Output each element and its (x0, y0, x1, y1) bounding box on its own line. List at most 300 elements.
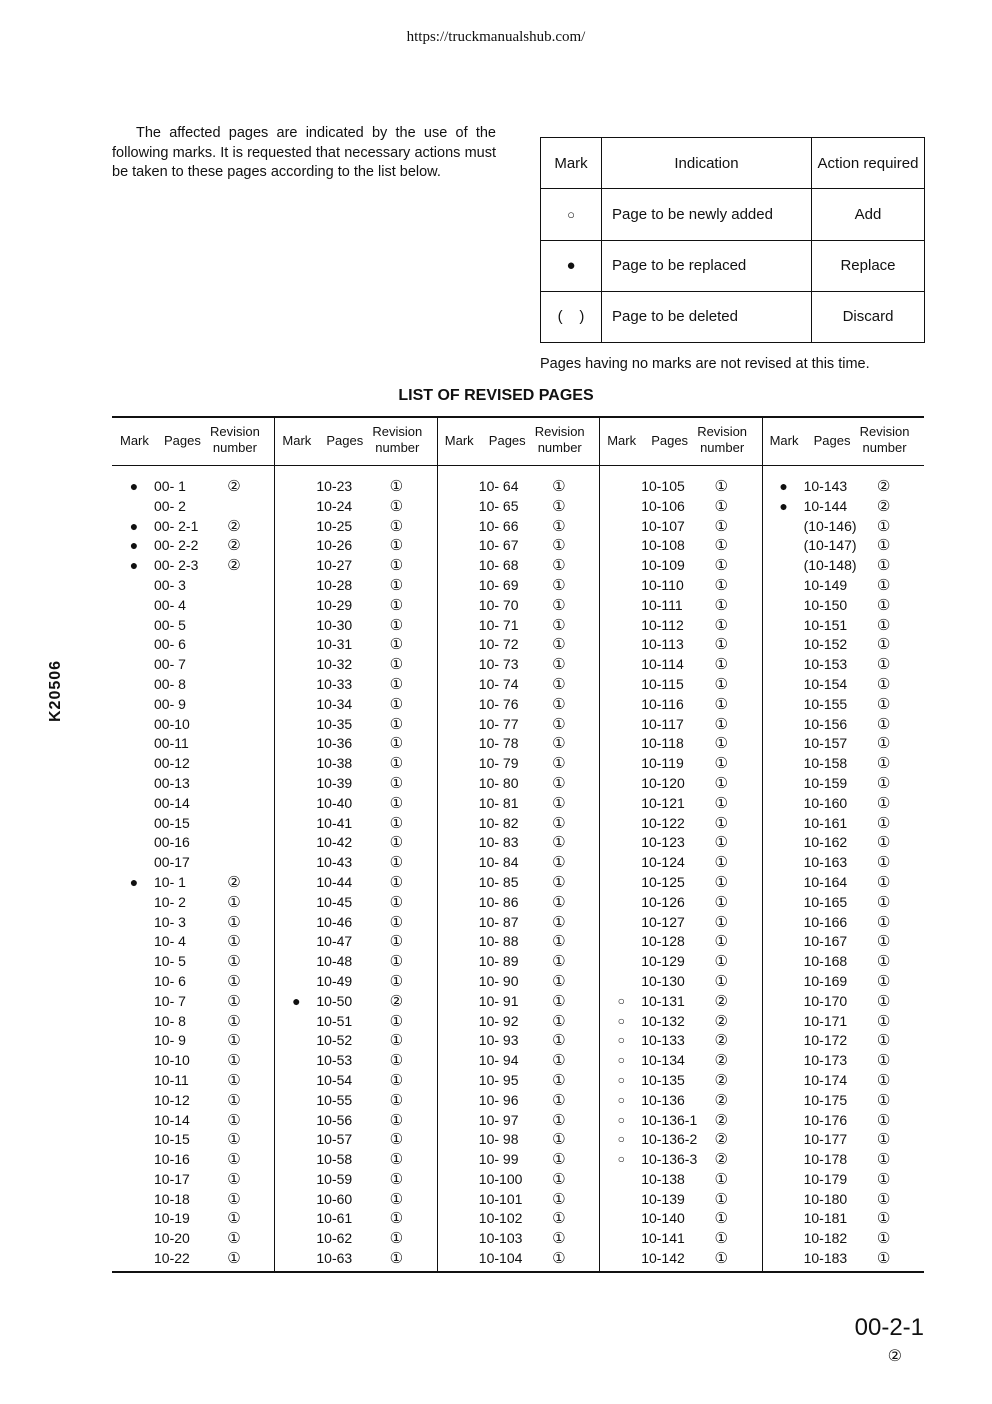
table-row (599, 576, 761, 596)
row-mark: ○ (617, 1112, 625, 1127)
table-row (599, 1111, 761, 1131)
row-page: 10- 5 (154, 953, 186, 970)
table-row (112, 873, 274, 893)
table-row (274, 1130, 436, 1150)
table-row (762, 675, 924, 695)
table-row (762, 1209, 924, 1229)
row-revision: ① (876, 1151, 891, 1169)
row-revision: ① (876, 715, 891, 733)
row-page: 00- 2-1 (154, 517, 199, 534)
row-page: 10- 6 (154, 972, 186, 989)
table-row (437, 992, 599, 1012)
row-revision: ① (876, 576, 891, 594)
row-mark: ○ (617, 993, 625, 1008)
row-page: 10-183 (803, 1250, 848, 1267)
header-url[interactable]: https://truckmanualshub.com/ (406, 29, 586, 45)
table-row (274, 754, 436, 774)
row-page: 10-170 (803, 992, 848, 1009)
row-page: 10-174 (803, 1071, 848, 1088)
table-row (437, 635, 599, 655)
row-revision: ① (389, 576, 404, 594)
row-page: 10-140 (641, 1210, 685, 1227)
row-page: 10- 1 (154, 873, 186, 890)
row-page: 10-172 (803, 1032, 848, 1049)
row-page: 10-32 (316, 656, 353, 673)
row-page: 10-142 (641, 1250, 685, 1267)
row-mark: ● (129, 517, 139, 534)
row-page: 10-135 (641, 1071, 685, 1088)
table-row (274, 992, 436, 1012)
row-revision: ① (552, 557, 566, 575)
table-row (599, 873, 761, 893)
row-revision: ① (876, 1230, 891, 1248)
row-page: 10-151 (803, 616, 848, 633)
row-revision: ① (876, 656, 891, 674)
row-revision: ① (389, 1190, 404, 1208)
table-row (762, 1170, 924, 1190)
table-header-cell (274, 418, 436, 465)
legend-table (540, 137, 925, 343)
row-revision: ① (389, 497, 404, 515)
row-revision: ① (714, 715, 728, 733)
header-mark: Mark (120, 433, 149, 448)
table-row (112, 497, 274, 517)
row-page: 10-58 (316, 1151, 353, 1168)
row-page: 10-144 (803, 497, 848, 514)
row-mark: ○ (617, 1053, 625, 1068)
row-revision: ① (714, 1230, 728, 1248)
header-pages: Pages (326, 433, 364, 448)
table-row (112, 992, 274, 1012)
row-page: 10-124 (641, 854, 685, 871)
table-row (762, 754, 924, 774)
table-row (437, 972, 599, 992)
row-page: 10-176 (803, 1111, 848, 1128)
row-revision: ① (227, 933, 241, 951)
row-page: 10-122 (641, 814, 685, 831)
header-pages: Pages (488, 433, 526, 448)
row-page: 10- 89 (478, 953, 519, 970)
table-row (112, 1111, 274, 1131)
legend-row-add (541, 189, 925, 240)
row-page: 10- 95 (478, 1071, 519, 1088)
row-page: 10-111 (641, 596, 683, 613)
legend-header-indication: Indication (602, 138, 812, 189)
header-revision-line1: Revision (697, 424, 748, 439)
table-row (599, 1209, 761, 1229)
row-revision: ① (552, 675, 566, 693)
row-page: 10-125 (641, 873, 685, 890)
row-page: 10-53 (316, 1052, 353, 1069)
table-row (274, 1051, 436, 1071)
row-page: 10-46 (316, 913, 353, 930)
legend-header-row (541, 138, 925, 189)
row-revision: ① (227, 1091, 241, 1109)
table-row (274, 1249, 436, 1269)
table-row (274, 556, 436, 576)
page-column (112, 477, 274, 1269)
row-page: 10- 81 (478, 794, 519, 811)
row-revision: ① (389, 972, 404, 990)
row-revision: ① (552, 478, 566, 495)
row-page: 10- 67 (478, 537, 519, 554)
row-revision: ① (876, 893, 891, 911)
row-revision: ① (876, 1012, 891, 1030)
row-page: 10- 3 (154, 913, 186, 930)
header-revision (210, 424, 260, 456)
table-row (112, 1229, 274, 1249)
table-row (599, 1071, 761, 1091)
table-row (112, 517, 274, 537)
row-revision: ① (552, 1190, 566, 1208)
row-revision: ① (389, 893, 404, 911)
row-revision: ① (552, 1071, 566, 1089)
table-row (437, 1130, 599, 1150)
header-revision-line2: number (862, 440, 907, 455)
table-header-row (112, 418, 924, 466)
row-page: 10-132 (641, 1012, 685, 1029)
row-page: 10-164 (803, 873, 848, 890)
table-row (762, 1229, 924, 1249)
row-revision: ① (389, 834, 404, 852)
table-row (599, 556, 761, 576)
row-revision: ① (227, 1190, 241, 1208)
row-revision: ① (876, 933, 891, 951)
row-page: 10- 99 (478, 1151, 519, 1168)
table-header-cell (762, 418, 924, 465)
row-revision: ① (876, 1170, 891, 1188)
row-revision: ① (389, 774, 404, 792)
table-row (762, 1051, 924, 1071)
row-page: 10-182 (803, 1230, 848, 1247)
table-row (274, 655, 436, 675)
row-page: 10- 70 (478, 596, 519, 613)
row-page: 10-153 (803, 656, 848, 673)
table-row (762, 774, 924, 794)
table-row (112, 616, 274, 636)
row-page: 10-60 (316, 1190, 353, 1207)
row-page: 10-159 (803, 774, 848, 791)
row-page: 10- 9 (154, 1032, 186, 1049)
row-revision: ① (389, 953, 404, 971)
table-row (274, 794, 436, 814)
row-revision: ② (714, 1052, 728, 1070)
row-page: 10-57 (316, 1131, 353, 1148)
row-page: 00- 7 (154, 656, 186, 673)
table-row (437, 814, 599, 834)
row-mark: ● (292, 992, 301, 1009)
row-page: 10-61 (316, 1210, 353, 1227)
header-revision (535, 424, 585, 456)
row-revision: ① (552, 1131, 566, 1149)
row-revision: ① (876, 755, 891, 773)
row-page: 10-121 (641, 794, 685, 811)
page-revision: ② (887, 1348, 902, 1365)
table-row (762, 596, 924, 616)
legend-row-replace (541, 240, 925, 291)
table-row (599, 695, 761, 715)
table-row (274, 1190, 436, 1210)
row-revision: ① (714, 933, 728, 951)
row-page: (10-146) (803, 517, 857, 534)
table-row (112, 814, 274, 834)
table-row (112, 1071, 274, 1091)
row-page: 10-171 (803, 1012, 848, 1029)
row-page: 10-167 (803, 933, 848, 950)
row-page: 10- 76 (478, 695, 519, 712)
row-page: 10-149 (803, 576, 848, 593)
row-page: 10-14 (154, 1111, 190, 1128)
header-revision-line2: number (700, 440, 745, 455)
row-page: 10-177 (803, 1131, 848, 1148)
table-row (437, 873, 599, 893)
row-page: 10-12 (154, 1091, 190, 1108)
row-page: 10-129 (641, 953, 685, 970)
row-revision: ① (389, 1250, 404, 1268)
row-mark: ○ (617, 1033, 625, 1048)
table-row (112, 675, 274, 695)
row-revision: ① (389, 814, 404, 832)
row-page: 10-136-3 (641, 1151, 698, 1168)
row-page: 10- 69 (478, 576, 519, 593)
row-revision: ① (876, 814, 891, 832)
row-page: 10-41 (316, 814, 353, 831)
row-page: 10-169 (803, 972, 848, 989)
row-revision: ① (876, 774, 891, 792)
row-page: 00- 8 (154, 675, 186, 692)
row-revision: ① (876, 1052, 891, 1070)
table-row (274, 1071, 436, 1091)
row-page: 10-103 (478, 1230, 523, 1247)
row-revision: ① (876, 675, 891, 693)
row-page: 10-31 (316, 636, 353, 653)
table-row (762, 1031, 924, 1051)
row-revision: ① (389, 735, 404, 753)
row-page: 10-52 (316, 1032, 353, 1049)
row-revision: ① (389, 1170, 404, 1188)
row-page: 00-13 (154, 774, 190, 791)
row-mark: ○ (617, 1072, 625, 1087)
row-page: 10- 66 (478, 517, 519, 534)
table-row (599, 992, 761, 1012)
table-row (762, 873, 924, 893)
row-mark: ● (129, 478, 139, 494)
row-revision: ① (876, 1111, 891, 1129)
row-revision: ① (389, 1052, 404, 1070)
row-page: 10-104 (478, 1250, 523, 1267)
table-row (274, 517, 436, 537)
row-revision: ① (389, 1151, 404, 1169)
table-row (599, 913, 761, 933)
table-row (599, 833, 761, 853)
row-page: 10- 80 (478, 774, 519, 791)
row-page: 10-110 (641, 576, 684, 593)
row-page: 10-158 (803, 755, 848, 772)
legend-note: Pages having no marks are not revised at this time. (540, 356, 870, 372)
row-revision: ① (552, 576, 566, 594)
row-revision: ① (552, 755, 566, 773)
row-revision: ① (714, 497, 728, 515)
table-row (599, 774, 761, 794)
row-page: 00-16 (154, 834, 190, 851)
row-page: 10-173 (803, 1052, 848, 1069)
row-page: 10-29 (316, 596, 353, 613)
row-revision: ② (714, 1012, 728, 1030)
header-revision-line2: number (537, 440, 582, 455)
row-revision: ① (389, 557, 404, 575)
row-revision: ① (389, 1131, 404, 1149)
table-row (599, 1051, 761, 1071)
row-page: 10-157 (803, 735, 848, 752)
table-row (437, 1111, 599, 1131)
row-revision: ① (714, 735, 728, 753)
row-page: 10-107 (641, 517, 685, 534)
row-page: 10-48 (316, 953, 353, 970)
row-revision: ② (714, 1131, 728, 1149)
header-mark: Mark (607, 433, 637, 448)
table-row (437, 774, 599, 794)
legend-action: Add (812, 189, 925, 240)
row-page: 10-165 (803, 893, 848, 910)
row-revision: ① (389, 478, 404, 495)
row-revision: ① (876, 992, 891, 1010)
table-row (762, 913, 924, 933)
header-pages: Pages (164, 433, 201, 448)
row-revision: ① (389, 616, 404, 634)
row-revision: ② (227, 478, 241, 495)
row-page: 00- 3 (154, 576, 186, 593)
row-page: 10- 98 (478, 1131, 519, 1148)
table-row (599, 616, 761, 636)
row-revision: ① (552, 953, 566, 971)
row-revision: ① (876, 1250, 891, 1268)
row-revision: ① (552, 1111, 566, 1129)
row-page: 00-10 (154, 715, 190, 732)
row-page: 10-62 (316, 1230, 353, 1247)
table-row (599, 932, 761, 952)
table-row (112, 1190, 274, 1210)
row-page: 10-109 (641, 557, 685, 574)
table-row (599, 1249, 761, 1269)
row-mark: ● (779, 478, 788, 494)
row-page: 10- 64 (478, 478, 519, 494)
table-row (437, 616, 599, 636)
row-revision: ① (552, 1230, 566, 1248)
table-row (112, 1249, 274, 1269)
row-revision: ① (876, 636, 891, 654)
row-revision: ① (714, 517, 728, 535)
row-page: 10-54 (316, 1071, 353, 1088)
row-revision: ① (552, 695, 566, 713)
row-revision: ① (227, 1111, 241, 1129)
table-row (274, 932, 436, 952)
row-page: 10-130 (641, 972, 685, 989)
row-revision: ① (552, 913, 566, 931)
row-page: 10- 78 (478, 735, 519, 752)
table-row (437, 1071, 599, 1091)
row-revision: ① (227, 893, 241, 911)
row-page: 10-180 (803, 1190, 848, 1207)
table-row (274, 616, 436, 636)
row-revision: ① (552, 596, 566, 614)
row-revision: ① (876, 794, 891, 812)
row-revision: ① (552, 616, 566, 634)
row-page: 00-17 (154, 854, 190, 871)
table-row (762, 616, 924, 636)
row-revision: ① (714, 596, 728, 614)
table-row (762, 536, 924, 556)
row-revision: ② (714, 992, 728, 1010)
legend-mark: ( ) (541, 291, 602, 342)
row-page: 10-34 (316, 695, 353, 712)
row-revision: ① (552, 972, 566, 990)
page-column (762, 477, 924, 1269)
table-row (274, 1012, 436, 1032)
table-row (437, 1249, 599, 1269)
row-page: 10- 77 (478, 715, 519, 732)
row-page: 00-14 (154, 794, 190, 811)
row-page: 10-51 (316, 1012, 353, 1029)
row-page: 10-108 (641, 537, 685, 554)
row-page: 10-11 (154, 1071, 189, 1088)
row-revision: ① (714, 1250, 728, 1268)
table-row (762, 1150, 924, 1170)
table-row (437, 517, 599, 537)
table-row (762, 794, 924, 814)
table-row (437, 576, 599, 596)
row-page: 10-162 (803, 834, 848, 851)
legend-mark: ○ (541, 189, 602, 240)
row-revision: ① (552, 1091, 566, 1109)
table-row (599, 497, 761, 517)
table-row (112, 893, 274, 913)
row-page: 10-55 (316, 1091, 353, 1108)
row-mark: ○ (617, 1013, 625, 1028)
table-row (274, 734, 436, 754)
table-row (762, 1190, 924, 1210)
row-page: 10- 2 (154, 893, 186, 910)
row-page: 10-116 (641, 695, 684, 712)
row-page: 10-113 (641, 636, 684, 653)
legend-header-mark: Mark (541, 138, 602, 189)
table-row (762, 655, 924, 675)
row-revision: ① (389, 913, 404, 931)
row-page: 10-115 (641, 675, 684, 692)
row-page: 10-45 (316, 893, 353, 910)
table-row (599, 1150, 761, 1170)
table-row (599, 893, 761, 913)
row-mark: ○ (617, 1132, 625, 1147)
row-page: 10- 94 (478, 1052, 519, 1069)
row-revision: ① (876, 596, 891, 614)
table-row (762, 695, 924, 715)
table-row (112, 1150, 274, 1170)
row-revision: ① (876, 557, 891, 575)
header-revision-line1: Revision (210, 424, 260, 439)
table-row (762, 1111, 924, 1131)
row-revision: ① (714, 953, 728, 971)
row-revision: ① (714, 972, 728, 990)
row-page: 10-30 (316, 616, 353, 633)
row-revision: ① (552, 854, 566, 872)
row-page: 10-33 (316, 675, 353, 692)
row-page: 10- 93 (478, 1032, 519, 1049)
row-page: 10-134 (641, 1052, 685, 1069)
row-page: 10-156 (803, 715, 848, 732)
row-revision: ② (714, 1032, 728, 1050)
table-row (599, 635, 761, 655)
row-page: 10- 71 (478, 616, 519, 633)
